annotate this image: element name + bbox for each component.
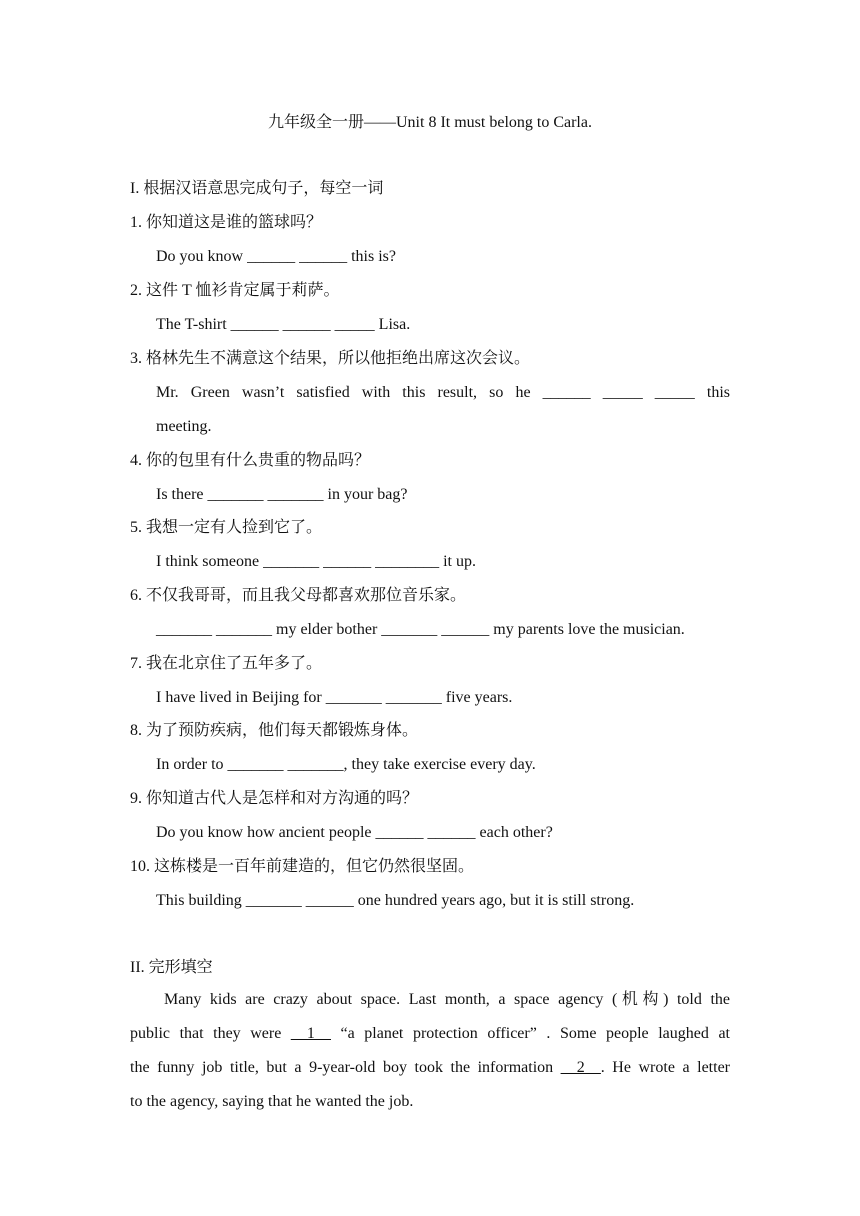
q3-chinese: 3. 格林先生不满意这个结果，所以他拒绝出席这次会议。	[130, 350, 531, 367]
q8-english: In order to _______ _______, they take exercise every day.	[156, 756, 536, 773]
cloze-passage	[130, 983, 730, 1119]
q3-english: Mr. Green wasn’t satisfied with this result, so he ______ _____ _____ this	[156, 384, 730, 401]
q2-chinese: 2. 这件 T 恤衫肯定属于莉萨。	[130, 282, 340, 299]
cloze-text: “a planet protection officer” . Some people laughed at	[330, 1025, 730, 1042]
q1-chinese: 1. 你知道这是谁的篮球吗？	[130, 214, 323, 231]
cloze-line-4: to the agency, saying that he wanted the job.	[130, 1093, 414, 1110]
cloze-blank-1: __1__	[290, 1025, 331, 1042]
cloze-blank-2: __2__	[560, 1059, 601, 1076]
q8-chinese: 8. 为了预防疾病，他们每天都锻炼身体。	[130, 722, 419, 739]
q9-english: Do you know how ancient people ______ ______ each other?	[156, 824, 553, 841]
q7-english: I have lived in Beijing for _______ _______ five years.	[156, 689, 513, 706]
cloze-text: . He wrote a letter	[600, 1059, 730, 1076]
section2-heading: II. 完形填空	[130, 959, 213, 976]
q6-english: _______ _______ my elder bother _______ ______ my parents love the musician.	[156, 621, 685, 638]
q4-english: Is there _______ _______ in your bag?	[156, 486, 408, 503]
q4-chinese: 4. 你的包里有什么贵重的物品吗？	[130, 452, 371, 469]
q9-chinese: 9. 你知道古代人是怎样和对方沟通的吗？	[130, 790, 419, 807]
q10-chinese: 10. 这栋楼是一百年前建造的，但它仍然很坚固。	[130, 858, 475, 875]
q5-chinese: 5. 我想一定有人捡到它了。	[130, 519, 323, 536]
q5-english: I think someone _______ ______ ________ it up.	[156, 553, 476, 570]
cloze-text: public that they were	[130, 1025, 291, 1042]
q6-chinese: 6. 不仅我哥哥，而且我父母都喜欢那位音乐家。	[130, 587, 467, 604]
cloze-line-1: Many kids are crazy about space. Last month, a space agency (机构) told the	[164, 991, 730, 1008]
cloze-line-3	[130, 1051, 730, 1085]
page-title: 九年级全一册——Unit 8 It must belong to Carla.	[268, 114, 592, 131]
q1-english: Do you know ______ ______ this is?	[156, 248, 396, 265]
cloze-line-2	[130, 1017, 730, 1051]
q10-english: This building _______ ______ one hundred years ago, but it is still strong.	[156, 892, 635, 909]
cloze-text: the funny job title, but a 9-year-old boy took the information	[130, 1059, 561, 1076]
q3-english-cont: meeting.	[156, 418, 212, 435]
q2-english: The T-shirt ______ ______ _____ Lisa.	[156, 316, 411, 333]
section1-heading: I. 根据汉语意思完成句子，每空一词	[130, 180, 384, 197]
q7-chinese: 7. 我在北京住了五年多了。	[130, 655, 323, 672]
